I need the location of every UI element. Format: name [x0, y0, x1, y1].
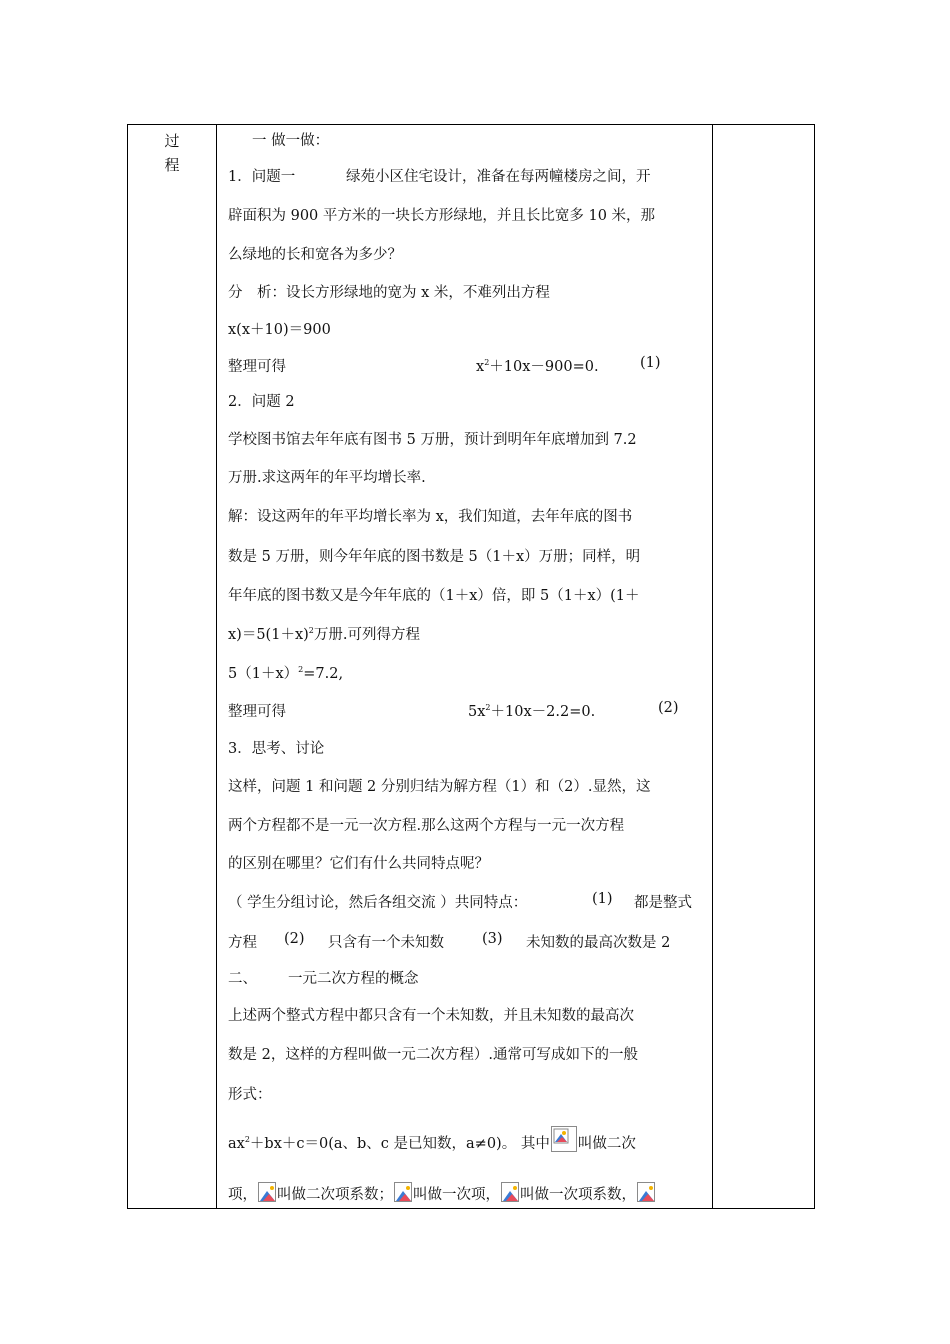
terms-line: 项， 叫做二次项系数； 叫做一次项， 叫做一次项系数， — [228, 1182, 656, 1204]
lesson-table — [127, 124, 815, 1209]
section-label — [128, 125, 216, 177]
equation-1: $x^2+10x-900=0$. — [476, 358, 599, 375]
solution-line: 解：设这两年的年平均增长率为 x，我们知道，去年年底的图书 — [228, 509, 633, 525]
feature-text: 只含有一个未知数 — [328, 935, 444, 951]
feature-text: 方程 — [228, 935, 257, 951]
equation-2: $5x^2+10x-2.2=0$. — [468, 703, 596, 720]
problem-1-text: 绿苑小区住宅设计，准备在每两幢楼房之间，开 — [346, 169, 651, 185]
broken-image-icon — [258, 1182, 276, 1202]
broken-image-icon — [551, 1126, 577, 1152]
text-line: 两个方程都不是一元一次方程.那么这两个方程与一元一次方程 — [228, 818, 625, 834]
problem-1-label: 1．问题一 — [228, 169, 296, 185]
section-number: 二、 — [228, 971, 257, 987]
column-divider — [216, 125, 217, 1208]
problem-2-label: 2．问题 2 — [228, 394, 295, 410]
discussion-label: 3．思考、讨论 — [228, 741, 325, 757]
broken-image-icon — [501, 1182, 519, 1202]
text-line: 年年底的图书数又是今年年底的（1＋x）倍，即 5（1＋x）(1＋ — [228, 588, 640, 604]
text-line: 这样，问题 1 和问题 2 分别归结为解方程（1）和（2）.显然，这 — [228, 779, 651, 795]
equation-number: (1) — [640, 355, 661, 371]
section-heading: 一元二次方程的概念 — [288, 971, 419, 987]
broken-image-icon — [394, 1182, 412, 1202]
feature-text: 未知数的最高次数是 2 — [526, 935, 671, 951]
analysis-line: 分 析：设长方形绿地的宽为 x 米，不难列出方程 — [228, 285, 550, 301]
feature-number: (1) — [592, 891, 613, 907]
text-line: 形式： — [228, 1087, 272, 1103]
text-line: 数是 2，这样的方程叫做一元二次方程）.通常可写成如下的一般 — [228, 1047, 638, 1063]
section-label-char: 程 — [164, 156, 180, 174]
broken-image-icon — [637, 1182, 655, 1202]
text-line: 数是 5 万册，则今年年底的图书数是 5（1＋x）万册；同样，明 — [228, 549, 641, 565]
simplify-label: 整理可得 — [228, 359, 286, 375]
equation-line: $5(1+x)^2=7.2$, — [228, 665, 344, 682]
feature-text: 都是整式 — [634, 895, 692, 911]
text-line: $x)=5(1+x)^2$万册.可列得方程 — [228, 626, 420, 643]
column-divider — [712, 125, 713, 1208]
common-features-text: （ 学生分组讨论，然后各组交流 ）共同特点： — [228, 895, 528, 911]
section-label-char: 过 — [164, 132, 180, 150]
text-line: 上述两个整式方程中都只含有一个未知数，并且未知数的最高次 — [228, 1008, 634, 1024]
simplify-label: 整理可得 — [228, 704, 286, 720]
feature-number: (2) — [284, 931, 305, 947]
text-line: 的区别在哪里？它们有什么共同特点呢？ — [228, 856, 489, 872]
text-line: 学校图书馆去年年底有图书 5 万册，预计到明年年底增加到 7.2 — [228, 432, 637, 448]
text-line: 么绿地的长和宽各为多少？ — [228, 247, 402, 263]
heading-do-it: 一 做一做： — [252, 133, 330, 149]
equation-number: (2) — [658, 700, 679, 716]
equation-line: x(x＋10)＝900 — [228, 322, 331, 338]
general-form-line: $ax^2+bx+c=0(a$、b、c 是已知数，a≠0)。 其中 叫做二次 — [228, 1126, 636, 1153]
feature-number: (3) — [482, 931, 503, 947]
text-line: 辟面积为 900 平方米的一块长方形绿地，并且长比宽多 10 米，那 — [228, 208, 656, 224]
text-line: 万册.求这两年的年平均增长率. — [228, 470, 426, 486]
